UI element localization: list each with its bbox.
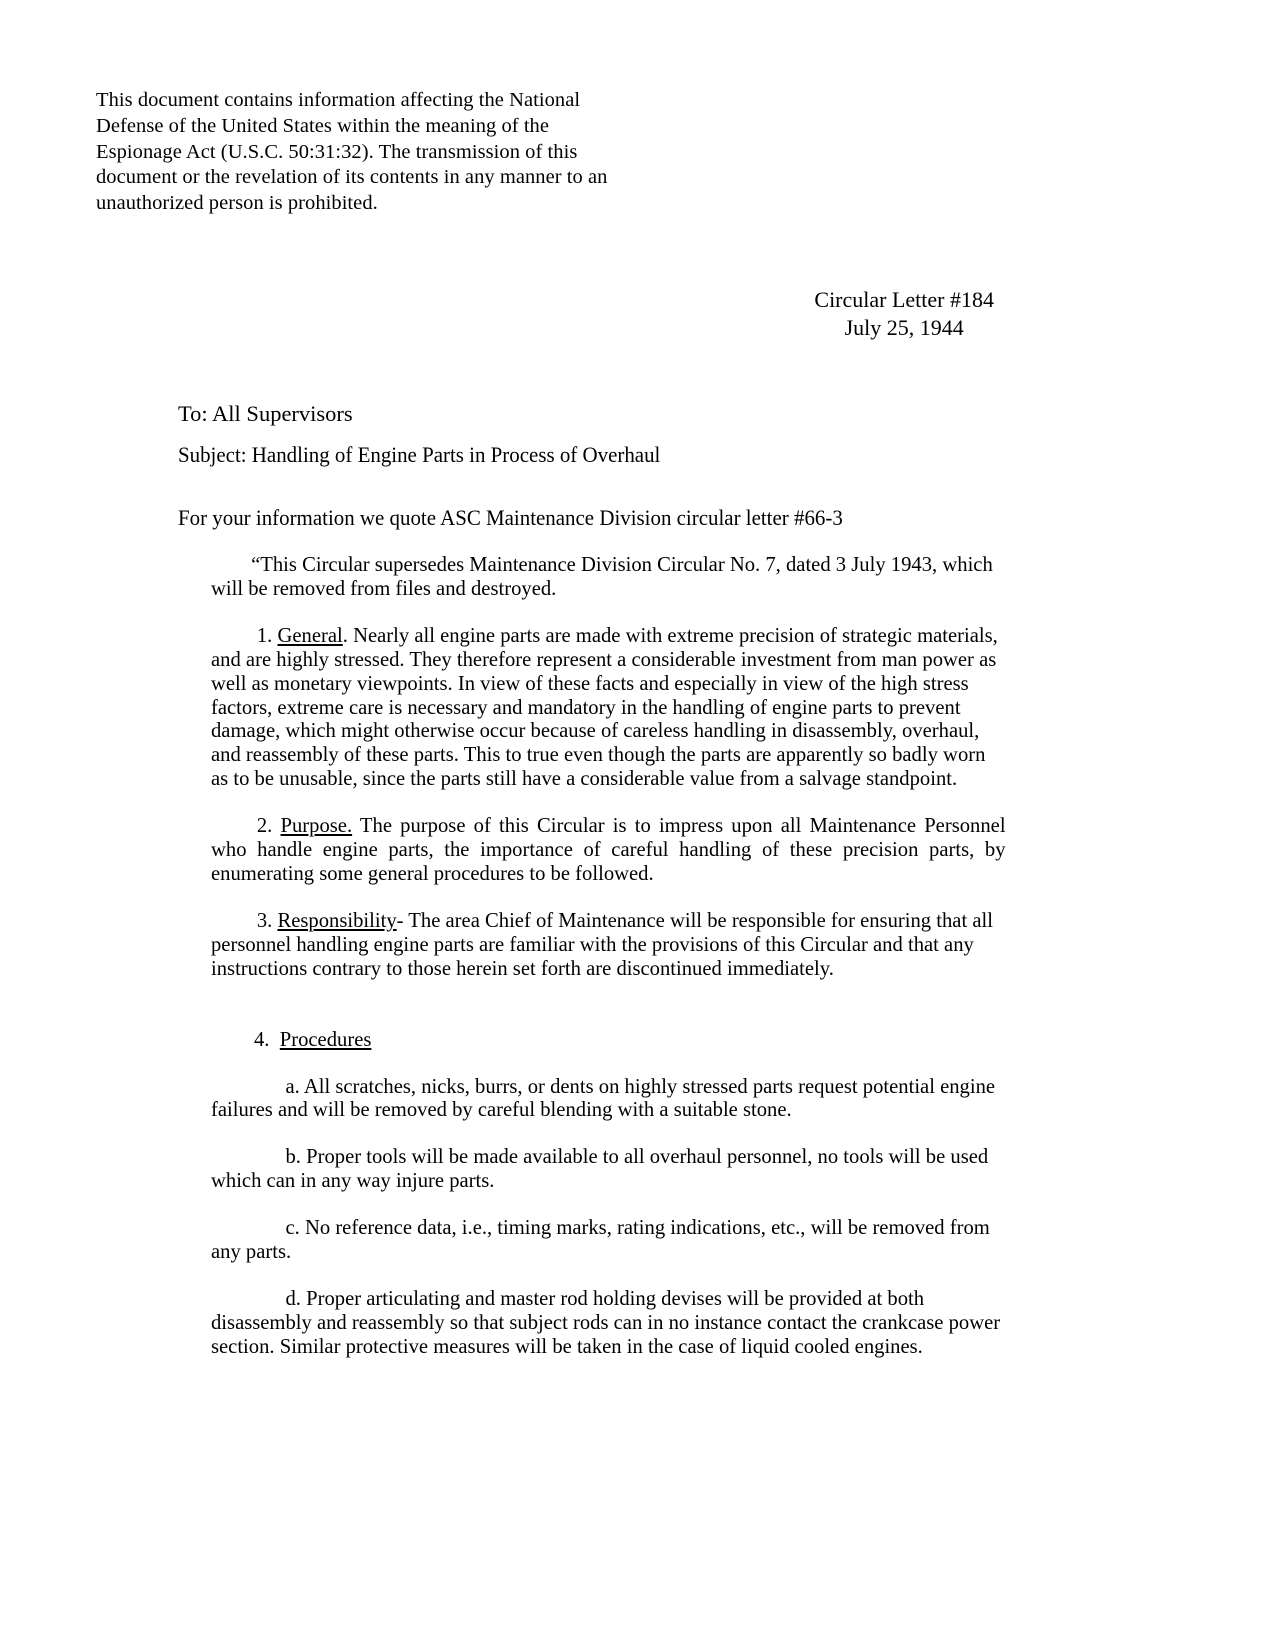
section-heading-trailing: . [342,622,348,647]
quote-intro-line: For your information we quote ASC Maintenance Division circular letter #66-3 [178,505,843,530]
security-notice-line: Espionage Act (U.S.C. 50:31:32). The transmission of this [96,140,578,163]
section-paragraph-responsibility [211,909,1006,981]
circular-date: July 25, 1944 [844,315,964,340]
section-text: The purpose of this Circular is to impress upon all Maintenance Personnel who handle engine parts, the importance of careful handling of these precision parts, by enumerating some general procedures to be followed. [211,813,1006,885]
procedure-item: b. Proper tools will be made available to all overhaul personnel, no tools will be used which can in any way injure parts. [211,1144,989,1193]
quote-opening-paragraph: “This Circular supersedes Maintenance Division Circular No. 7, dated 3 July 1943, which will be removed from files and destroyed. [211,552,993,600]
section-heading-trailing: - [396,907,404,932]
security-notice-line: unauthorized person is prohibited. [96,192,378,215]
security-notice-line: This document contains information affecting the National [96,89,581,111]
paragraph-spacer [211,1193,1043,1216]
security-notice-line: document or the revelation of its contents in any manner to an [96,166,608,189]
section-text: The area Chief of Maintenance will be responsible for ensuring that all personnel handling engine parts are familiar with the provisions of this Circular and that any instructions contrary to those herein set forth are discontinued immediately. [211,907,993,980]
to-line: To: All Supervisors [178,401,353,426]
paragraph-spacer [211,601,1043,624]
paragraph-spacer [211,791,1043,814]
procedure-item: c. No reference data, i.e., timing marks, rating indications, etc., will be removed from any parts. [211,1215,990,1264]
procedure-item: a. All scratches, nicks, burrs, or dents on highly stressed parts request potential engine failures and will be removed by careful blending with a suitable stone. [211,1073,996,1122]
security-notice [96,88,616,217]
section-heading: General [277,622,343,647]
section-number: 2. [256,813,273,838]
section-text: Nearly all engine parts are made with extreme precision of strategic materials, and are highly stressed. They therefore represent a considerable investment from man power as well as monetary viewpoints. In view of these facts and especially in view of the high stress factors, extreme care is necessary and mandatory in the handling of engine parts to prevent damage, which might otherwise occur because of careless handling in disassembly, overhaul, and reassembly of these parts. This to true even though the parts are apparently so badly worn as to be unusable, since the parts still have a considerable value from a salvage standpoint. [211,622,998,791]
paragraph-spacer [211,1122,1043,1145]
circular-number: Circular Letter #184 [814,287,994,312]
section-heading: Procedures [279,1026,372,1051]
section-number: 4. [253,1026,270,1051]
section-heading-procedures [211,1028,1006,1052]
paragraph-spacer [211,1264,1043,1287]
section-paragraph-general [211,624,1006,791]
paragraph-spacer [211,1052,1043,1075]
section-heading: Purpose. [280,813,353,838]
section-number: 3. [256,907,273,932]
title-block [814,286,994,342]
paragraph-spacer-large [211,981,1043,1028]
procedure-item: d. Proper articulating and master rod holding devises will be provided at both disassembly and reassembly so that subject rods can in no instance contact the crankcase power section. Similar protective measures will be taken in the case of liquid cooled engines. [211,1285,1001,1358]
security-notice-line: Defense of the United States within the meaning of the [96,114,550,137]
section-paragraph-purpose [211,814,1006,886]
section-number: 1. [256,622,273,647]
section-heading: Responsibility [277,907,397,932]
subject-line: Subject: Handling of Engine Parts in Process of Overhaul [178,442,661,467]
paragraph-spacer [211,886,1043,909]
quoted-body [211,553,1043,1359]
